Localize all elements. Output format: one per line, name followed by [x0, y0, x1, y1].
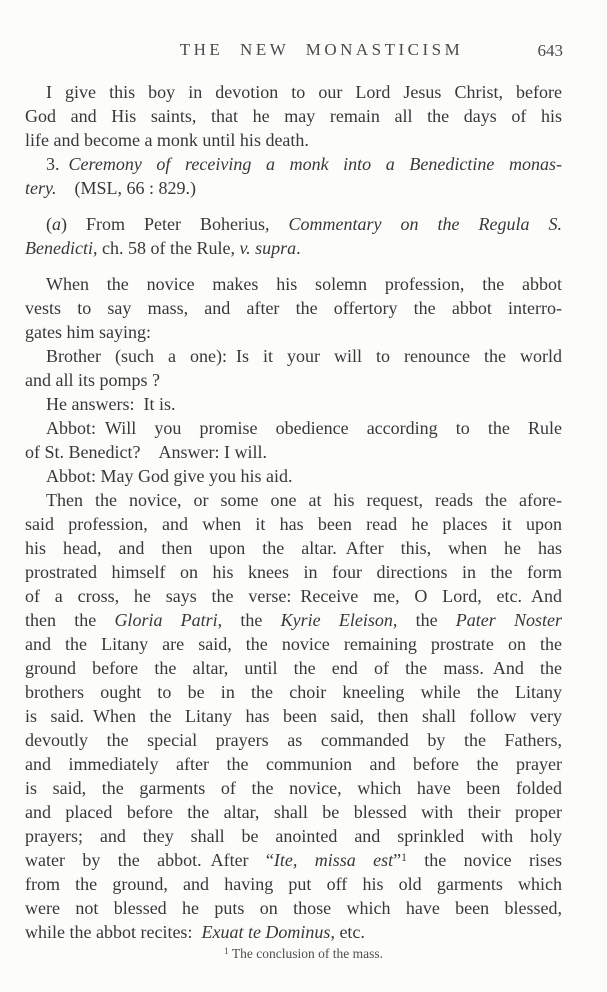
text-run: the novice rises	[406, 850, 562, 870]
text-line	[25, 236, 562, 260]
text-line	[25, 536, 562, 560]
text-run: The conclusion of the mass.	[228, 946, 383, 961]
page-number: 643	[537, 41, 563, 60]
text-run: said profession, and when it has been read he places it upon	[25, 514, 562, 534]
text-line	[25, 176, 562, 200]
text-line	[25, 104, 562, 128]
footnote-marker: 1	[224, 947, 229, 957]
text-line	[25, 920, 562, 944]
text-run: (	[46, 214, 52, 234]
text-run: , the	[217, 610, 281, 630]
text-run: gates him saying:	[25, 322, 151, 342]
italic-text-run: Gloria Patri	[114, 610, 218, 630]
text-line	[25, 512, 562, 536]
text-run: (MSL, 66 : 829.)	[56, 178, 196, 198]
text-run: ”	[393, 850, 402, 870]
text-line	[25, 416, 562, 440]
text-run: 3.	[46, 154, 69, 174]
text-line	[25, 128, 562, 152]
text-line	[25, 656, 562, 680]
text-line	[25, 680, 562, 704]
text-run: were not blessed he puts on those which have been blessed,	[25, 898, 562, 918]
page-body	[25, 80, 562, 944]
text-run: God and His saints, that he may remain all the days of his	[25, 106, 562, 126]
italic-text-run: Kyrie Eleison	[280, 610, 393, 630]
text-run: from the ground, and having put off his old garments which	[25, 874, 562, 894]
text-run: then the	[25, 610, 115, 630]
text-run: and placed before the altar, shall be blessed with their proper	[25, 802, 562, 822]
text-run: vests to say mass, and after the offertory the abbot interro-	[25, 298, 562, 318]
text-run: Abbot: Will you promise obedience according to the Rule	[46, 418, 562, 438]
text-run: of St. Benedict? Answer: I will.	[25, 442, 267, 462]
italic-text-run: Commentary on the Regula S.	[288, 214, 562, 234]
text-run: life and become a monk until his death.	[25, 130, 309, 150]
text-line	[25, 440, 562, 464]
text-line	[25, 464, 562, 488]
text-run: , ch. 58 of the Rule,	[92, 238, 240, 258]
text-run: , the	[392, 610, 456, 630]
text-line	[25, 896, 562, 920]
text-run: I give this boy in devotion to our Lord Jesus Christ, before	[46, 82, 562, 102]
text-run: Then the novice, or some one at his request, reads the afore-	[46, 490, 562, 510]
text-line	[25, 392, 562, 416]
text-line	[25, 752, 562, 776]
italic-text-run: Exuat te Dominus	[201, 922, 331, 942]
italic-text-run: Benedicti	[25, 238, 93, 258]
text-line	[25, 560, 562, 584]
text-line	[25, 368, 562, 392]
text-run: is said, the garments of the novice, which have been folded	[25, 778, 562, 798]
text-run: and the Litany are said, the novice remaining prostrate on the	[25, 634, 562, 654]
text-run: and all its pomps ?	[25, 370, 160, 390]
italic-text-run: Ite, missa est	[273, 850, 394, 870]
text-run: Abbot: May God give you his aid.	[46, 466, 293, 486]
text-run: brothers ought to be in the choir kneeling while the Litany	[25, 682, 562, 702]
text-line	[25, 728, 562, 752]
text-run: ground before the altar, until the end of the mass. And the	[25, 658, 562, 678]
footnote-marker: 1	[401, 852, 407, 864]
text-line	[25, 872, 562, 896]
text-run: of a cross, he says the verse: Receive me, O Lord, etc. And	[25, 586, 562, 606]
footnote	[0, 946, 607, 962]
italic-text-run: Pater Noster	[455, 610, 562, 630]
text-run: his head, and then upon the altar. After this, when he has	[25, 538, 562, 558]
text-line	[25, 296, 562, 320]
text-run: prayers; and they shall be anointed and sprinkled with holy	[25, 826, 562, 846]
text-line	[25, 704, 562, 728]
text-line	[25, 344, 562, 368]
text-run: devoutly the special prayers as commanded by the Fathers,	[25, 730, 562, 750]
page-header	[0, 40, 607, 62]
text-line	[25, 584, 562, 608]
text-run: He answers: It is.	[46, 394, 176, 414]
text-line	[25, 212, 562, 236]
text-run: Brother (such a one): Is it your will to renounce the world	[46, 346, 562, 366]
italic-text-run: a	[52, 214, 61, 234]
text-run: is said. When the Litany has been said, then shall follow very	[25, 706, 562, 726]
text-line	[25, 152, 562, 176]
text-run: , etc.	[330, 922, 365, 942]
italic-text-run: v. supra	[239, 238, 297, 258]
text-line	[25, 776, 562, 800]
text-line	[25, 272, 562, 296]
text-run: When the novice makes his solemn profession, the abbot	[46, 274, 562, 294]
text-run: prostrated himself on his knees in four directions in the form	[25, 562, 562, 582]
text-line	[25, 848, 562, 872]
text-line	[25, 488, 562, 512]
text-line	[25, 824, 562, 848]
text-line	[25, 80, 562, 104]
text-run: .	[296, 238, 301, 258]
text-run: ) From Peter Boherius,	[61, 214, 289, 234]
text-line	[25, 800, 562, 824]
text-run: while the abbot recites:	[25, 922, 202, 942]
text-line	[25, 320, 562, 344]
italic-text-run: tery.	[25, 178, 57, 198]
text-line	[25, 632, 562, 656]
text-run: water by the abbot. After “	[25, 850, 274, 870]
text-run: and immediately after the communion and before the prayer	[25, 754, 562, 774]
text-line	[25, 608, 562, 632]
italic-text-run: Ceremony of receiving a monk into a Benedictine monas-	[68, 154, 562, 174]
running-head-title: THE NEW MONASTICISM	[179, 40, 464, 59]
